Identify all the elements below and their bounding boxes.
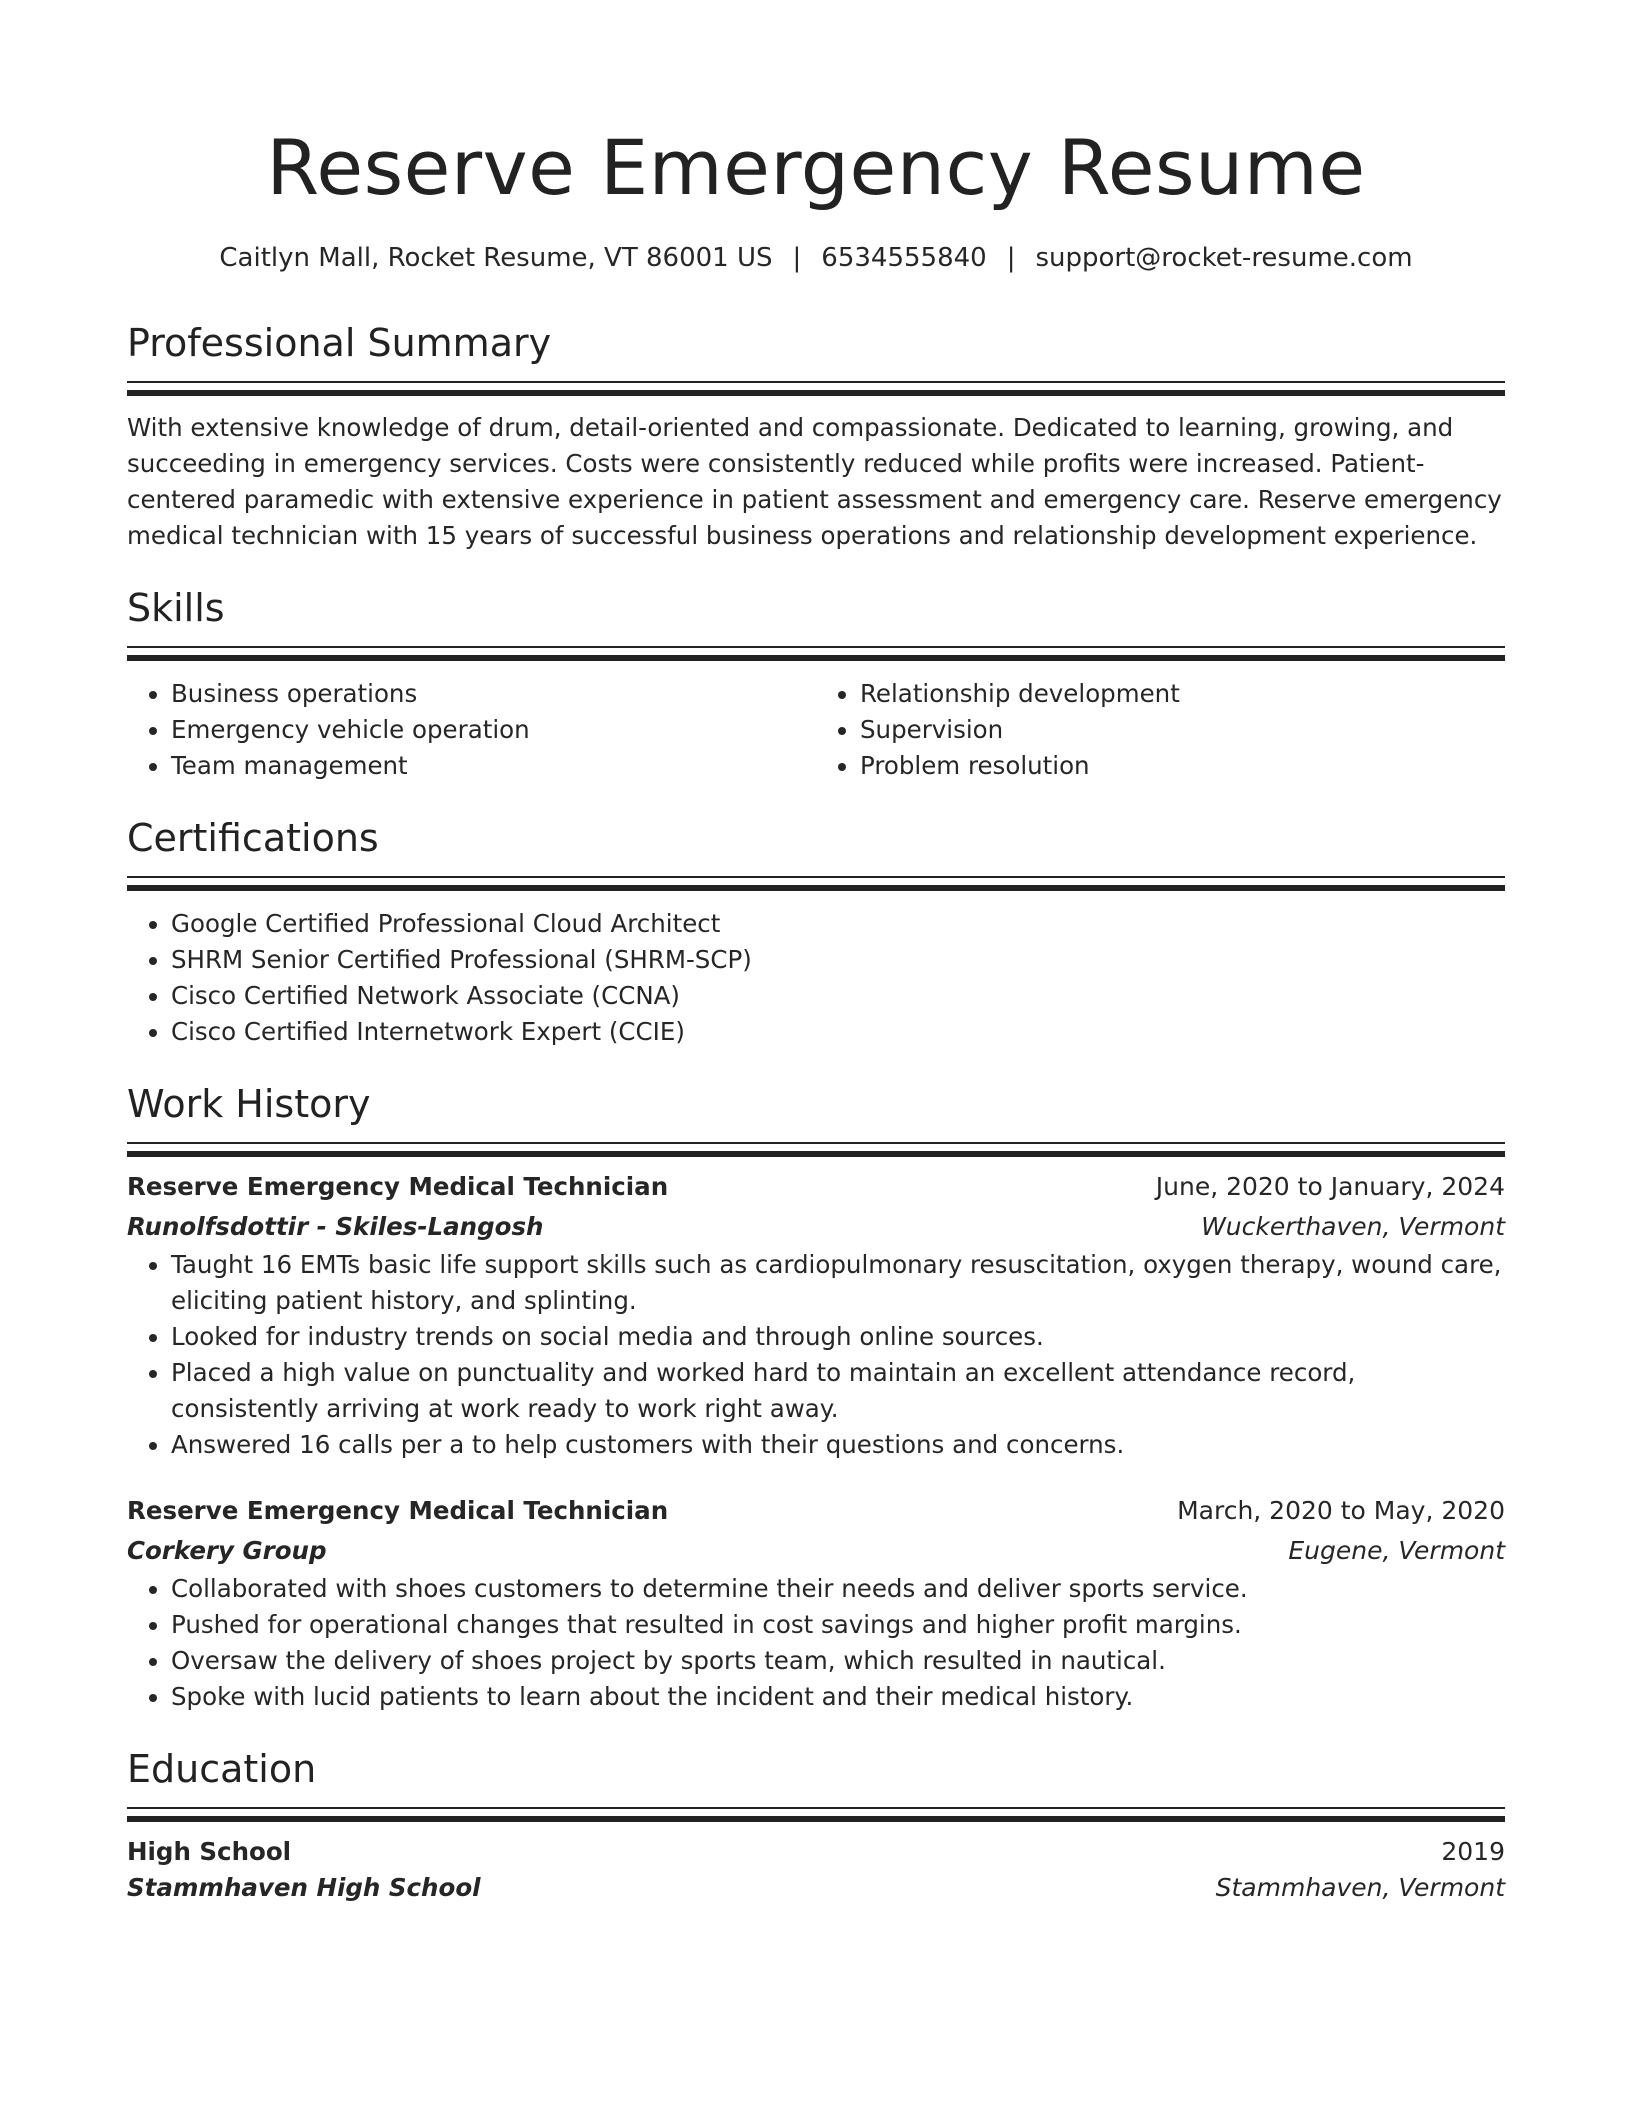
education-year: 2019	[1441, 1837, 1505, 1866]
job-entry	[127, 1167, 1505, 1463]
education-subheader	[127, 1868, 1505, 1908]
section-divider	[127, 1807, 1505, 1822]
contact-separator: |	[792, 243, 802, 273]
job-subheader	[127, 1531, 1505, 1571]
skill-item: • Problem resolution	[860, 748, 1505, 784]
education-school: Stammhaven High School	[127, 1873, 481, 1902]
job-title: Reserve Emergency Medical Technician	[127, 1496, 669, 1525]
job-bullet: • Answered 16 calls per a to help customers with their questions and concerns.	[171, 1427, 1505, 1463]
certifications-section	[127, 813, 1505, 1050]
skill-item: • Relationship development	[860, 676, 1505, 712]
certification-item: • Cisco Certified Network Associate (CCNA)	[171, 978, 1505, 1014]
certification-item: • Cisco Certified Internetwork Expert (CCIE)	[171, 1014, 1505, 1050]
contact-email: support@rocket-resume.com	[1035, 243, 1413, 273]
skills-section	[127, 583, 1505, 784]
job-dates: June, 2020 to January, 2024	[1155, 1172, 1505, 1201]
skills-grid	[127, 676, 1505, 784]
job-bullet: • Spoke with lucid patients to learn about the incident and their medical history.	[171, 1679, 1505, 1715]
skills-list-right	[816, 676, 1505, 784]
section-heading: Skills	[127, 586, 225, 630]
skills-list-left	[127, 676, 816, 784]
section-heading: Certifications	[127, 816, 379, 860]
resume-title: Reserve Emergency Resume	[266, 123, 1366, 212]
summary-section	[127, 318, 1505, 554]
job-bullets	[127, 1247, 1505, 1463]
skill-item: • Supervision	[860, 712, 1505, 748]
job-bullet: • Placed a high value on punctuality and worked hard to maintain an excellent attendance record, consistently arriving at work ready to work right away.	[171, 1355, 1505, 1427]
contact-line	[127, 240, 1505, 276]
education-header	[127, 1832, 1505, 1872]
job-header	[127, 1167, 1505, 1207]
certification-item: • SHRM Senior Certified Professional (SHRM-SCP)	[171, 942, 1505, 978]
certification-item: • Google Certified Professional Cloud Architect	[171, 906, 1505, 942]
job-subheader	[127, 1207, 1505, 1247]
section-heading: Education	[127, 1747, 317, 1791]
job-header	[127, 1491, 1505, 1531]
job-bullet: • Pushed for operational changes that resulted in cost savings and higher profit margins.	[171, 1607, 1505, 1643]
section-divider	[127, 1142, 1505, 1157]
education-section	[127, 1744, 1505, 1908]
job-bullet: • Oversaw the delivery of shoes project by sports team, which resulted in nautical.	[171, 1643, 1505, 1679]
section-divider	[127, 381, 1505, 396]
contact-address: Caitlyn Mall, Rocket Resume, VT 86001 US	[219, 243, 773, 273]
job-bullet: • Looked for industry trends on social media and through online sources.	[171, 1319, 1505, 1355]
job-bullets	[127, 1571, 1505, 1715]
job-location: Eugene, Vermont	[1288, 1536, 1505, 1565]
skill-item: • Team management	[171, 748, 816, 784]
section-heading: Professional Summary	[127, 321, 552, 365]
job-bullet: • Taught 16 EMTs basic life support skills such as cardiopulmonary resuscitation, oxygen therapy, wound care, eliciting patient history, and splinting.	[171, 1247, 1505, 1319]
certifications-list	[127, 906, 1505, 1050]
contact-phone: 6534555840	[821, 243, 987, 273]
job-company: Runolfsdottir - Skiles-Langosh	[127, 1212, 544, 1241]
summary-text: With extensive knowledge of drum, detail-oriented and compassionate. Dedicated to learning, growing, and succeeding in emergency services. Costs were consistently reduced while profits were increased. Patient-centered paramedic with extensive experience in patient assessment and emergency care. Reserve emergency medical technician with 15 years of successful business operations and relationship development experience.	[127, 413, 1502, 550]
work-history-section	[127, 1079, 1505, 1715]
skill-item: • Business operations	[171, 676, 816, 712]
education-degree: High School	[127, 1837, 292, 1866]
section-divider	[127, 646, 1505, 661]
job-company: Corkery Group	[127, 1536, 327, 1565]
job-entry	[127, 1491, 1505, 1715]
job-title: Reserve Emergency Medical Technician	[127, 1172, 669, 1201]
job-bullet: • Collaborated with shoes customers to determine their needs and deliver sports service.	[171, 1571, 1505, 1607]
contact-separator: |	[1006, 243, 1016, 273]
education-location: Stammhaven, Vermont	[1215, 1873, 1505, 1902]
section-divider	[127, 876, 1505, 891]
job-dates: March, 2020 to May, 2020	[1177, 1496, 1505, 1525]
section-heading: Work History	[127, 1082, 371, 1126]
skill-item: • Emergency vehicle operation	[171, 712, 816, 748]
job-location: Wuckerthaven, Vermont	[1201, 1212, 1505, 1241]
